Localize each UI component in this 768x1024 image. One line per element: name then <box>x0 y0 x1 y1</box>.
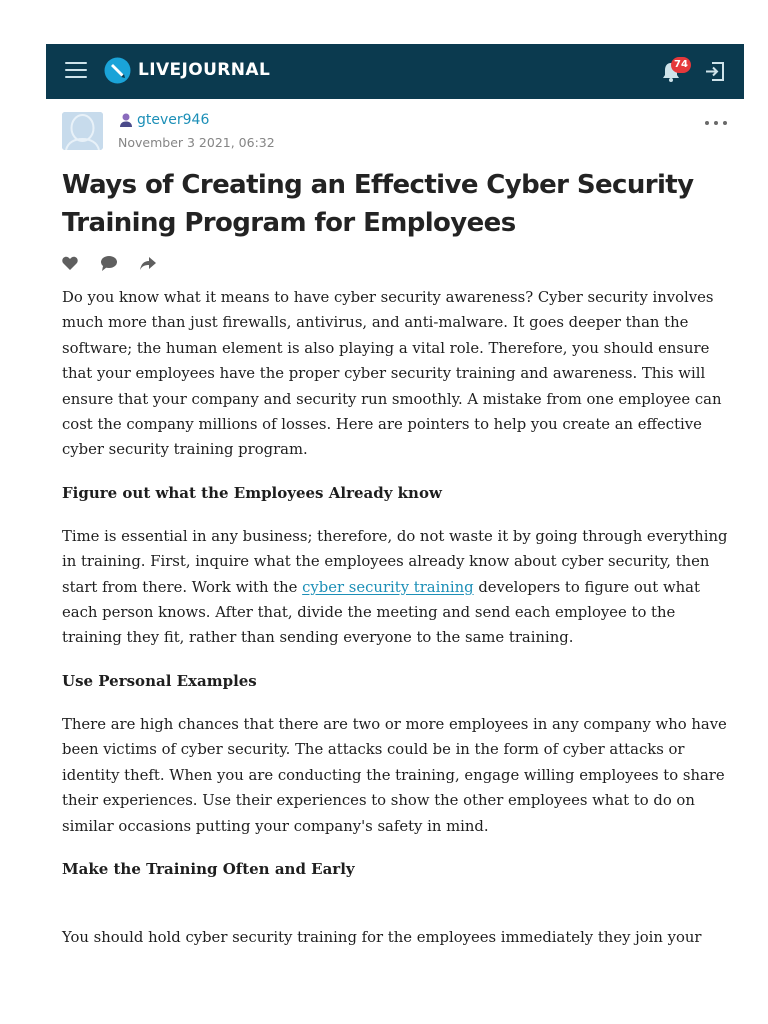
share-icon[interactable] <box>139 254 157 272</box>
livejournal-logo-icon <box>104 57 131 84</box>
paragraph: You should hold cyber security training for the employees immediately they join your <box>62 928 702 946</box>
paragraph: Do you know what it means to have cyber security awareness? Cyber security involves much more than just firewalls, antivirus, and anti-malware. It goes deeper than the software; the human element is also playing a vital role. Therefore, you should ensure that your employees have the proper cyber security training and awareness. This will ensure that your company and security run smoothly. A mistake from one employee can cost the company millions of losses. Here are pointers to help you create an effective cyber security training program. <box>62 289 722 459</box>
comment-icon[interactable] <box>100 254 118 272</box>
section-heading: Make the Training Often and Early <box>62 859 355 878</box>
paragraph <box>62 524 734 651</box>
author-info <box>118 112 209 128</box>
top-navigation-bar <box>46 44 744 99</box>
author-name-link[interactable]: gtever946 <box>137 112 210 128</box>
post-body <box>62 285 734 968</box>
notification-badge: 74 <box>671 57 691 73</box>
user-icon <box>118 112 134 128</box>
post-title: Ways of Creating an Effective Cyber Security Training Program for Employees <box>62 170 694 238</box>
post-date: November 3 2021, 06:32 <box>118 135 275 150</box>
section-heading: Figure out what the Employees Already know <box>62 483 442 502</box>
more-icon[interactable] <box>705 116 727 130</box>
hamburger-icon[interactable] <box>65 62 87 80</box>
post-actions <box>61 254 178 272</box>
heart-icon[interactable] <box>61 254 79 272</box>
author-avatar[interactable] <box>62 112 103 150</box>
avatar-placeholder-icon <box>62 112 103 150</box>
paragraph-text: Time is essential in any business; therefore, do not waste it by going through everything in training. First, inquire what the employees already know about cyber security, then start from there. Work with the <box>62 527 728 596</box>
section-heading: Use Personal Examples <box>62 671 257 690</box>
login-icon[interactable] <box>703 60 726 83</box>
paragraph: There are high chances that there are two or more employees in any company who have been victims of cyber security. The attacks could be in the form of cyber attacks or identity theft. When you are conducting the training, engage willing employees to share their experiences. Use their experiences to show the other employees what to do on similar occasions putting your company's safety in mind. <box>62 715 727 835</box>
cyber-security-training-link[interactable]: cyber security training <box>302 578 474 596</box>
logo-text: LIVEJOURNAL <box>138 60 271 80</box>
livejournal-logo[interactable] <box>104 57 270 84</box>
paragraph-text: developers to figure out what each person knows. After that, divide the meeting and send each employee to the training they fit, rather than sending everyone to the same training. <box>62 578 700 647</box>
